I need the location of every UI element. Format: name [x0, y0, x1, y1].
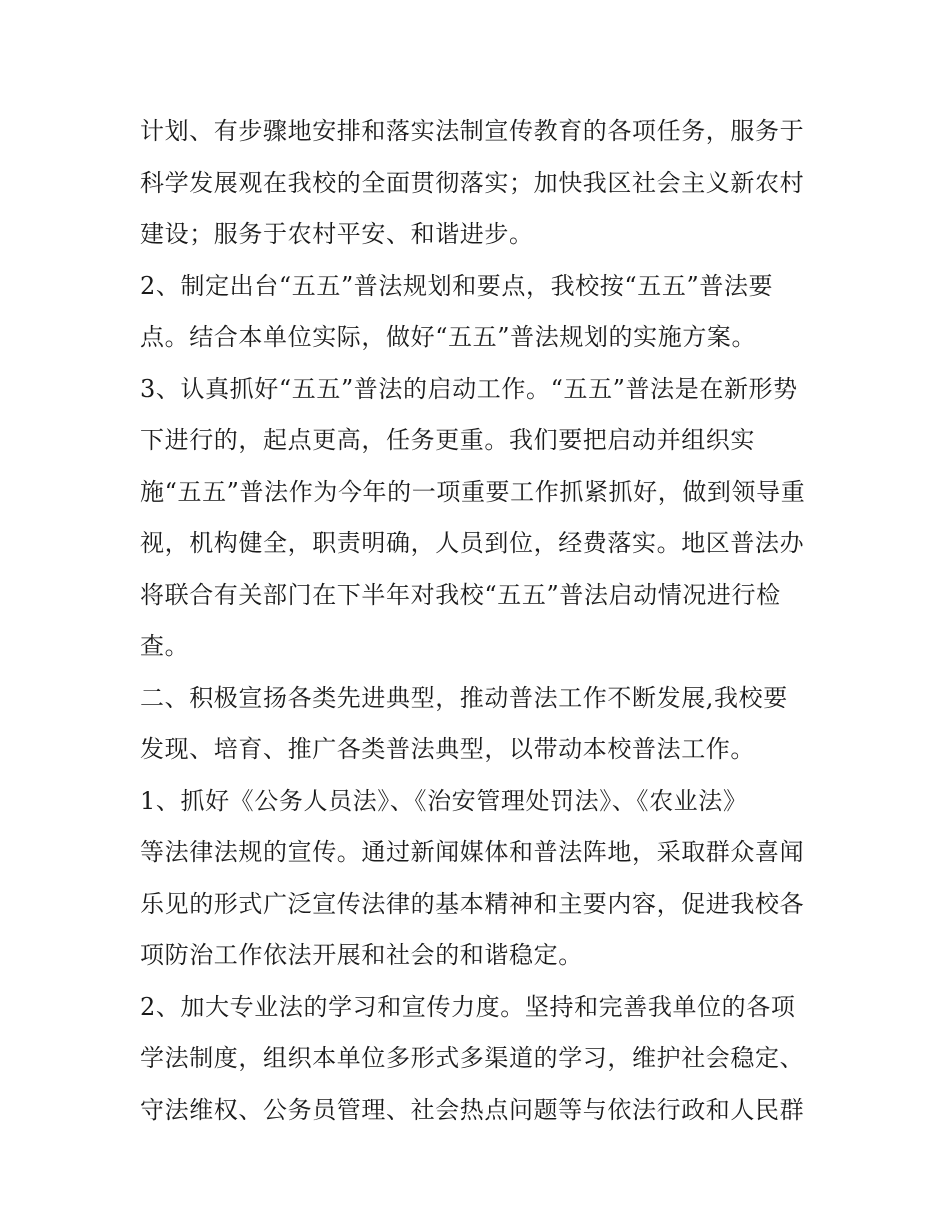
text-line: 发现、培育、推广各类普法典型，以带动本校普法工作。	[140, 735, 755, 763]
text-line: 2、加大专业法的学习和宣传力度。坚持和完善我单位的各项	[140, 992, 796, 1021]
text-line: 二、积极宣扬各类先进典型，推动普法工作不断发展,我校要	[140, 683, 788, 712]
text-line: 学法制度，组织本单位多形式多渠道的学习，维护社会稳定、	[140, 1044, 805, 1072]
text-line: 1、抓好《公务人员法》、《治安管理处罚法》、《农业法》	[140, 786, 748, 815]
text-line: 下进行的，起点更高，任务更重。我们要把启动并组织实	[140, 426, 755, 454]
text-line: 2、制定出台“五五”普法规划和要点，我校按“五五”普法要	[140, 271, 774, 300]
text-line: 科学发展观在我校的全面贯彻落实；加快我区社会主义新农村	[140, 168, 805, 197]
text-line: 等法律法规的宣传。通过新闻媒体和普法阵地，采取群众喜闻	[140, 838, 805, 866]
text-line: 建设；服务于农村平安、和谐进步。	[140, 220, 534, 248]
text-line: 视，机构健全，职责明确，人员到位，经费落实。地区普法办	[140, 529, 805, 557]
text-line: 将联合有关部门在下半年对我校“五五”普法启动情况进行检	[140, 580, 781, 609]
text-line: 3、认真抓好“五五”普法的启动工作。“五五”普法是在新形势	[140, 374, 798, 403]
document-body	[140, 106, 830, 1136]
text-line: 项防治工作依法开展和社会的和谐稳定。	[140, 941, 583, 969]
text-line: 施“五五”普法作为今年的一项重要工作抓紧抓好，做到领导重	[140, 477, 806, 506]
text-line: 守法维权、公务员管理、社会热点问题等与依法行政和人民群	[140, 1095, 805, 1124]
text-line: 查。	[140, 632, 190, 660]
text-line: 计划、有步骤地安排和落实法制宣传教育的各项任务，服务于	[140, 117, 805, 145]
text-line: 乐见的形式广泛宣传法律的基本精神和主要内容，促进我校各	[140, 889, 805, 918]
text-line: 点。结合本单位实际，做好“五五”普法规划的实施方案。	[140, 323, 757, 351]
